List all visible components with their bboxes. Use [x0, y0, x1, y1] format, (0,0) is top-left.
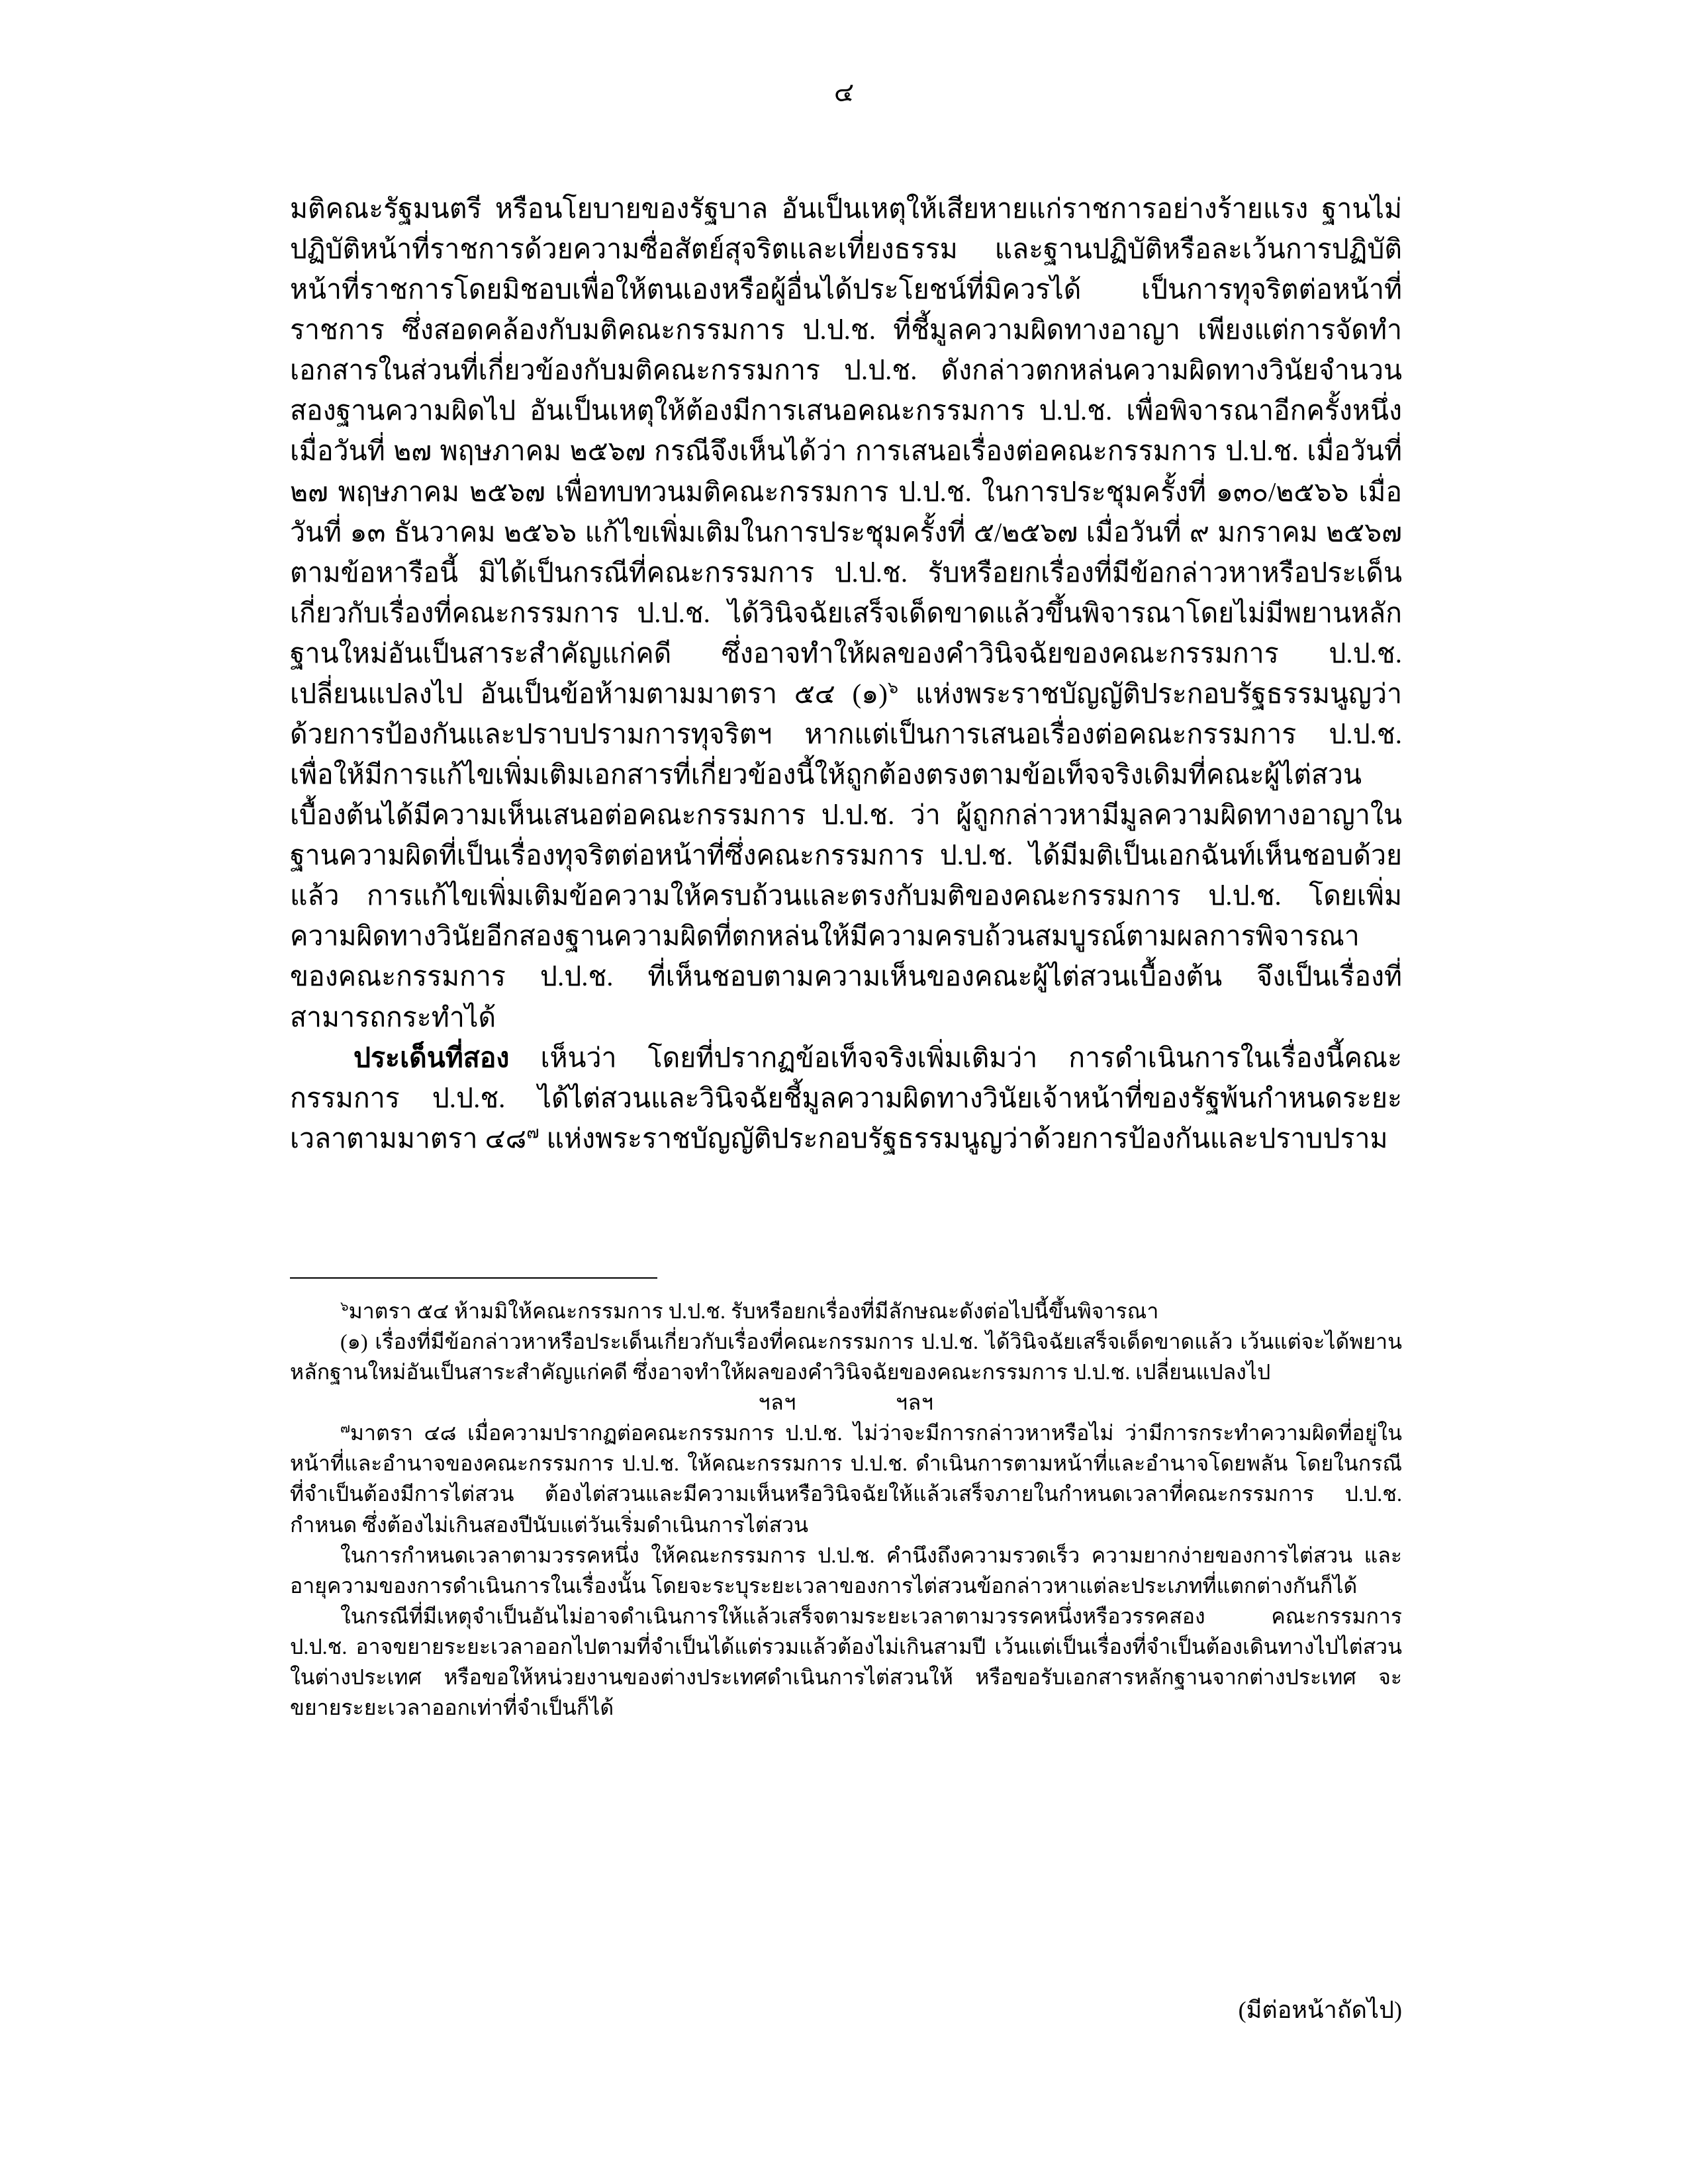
emphasis-text: ประเด็นที่สอง	[353, 1042, 510, 1073]
footnote-1: $^๖$มาตรา ๕๔ ห้ามมิให้คณะกรรมการ ป.ป.ช. รับหรือยกเรื่องที่มีลักษณะดังต่อไปนี้ขึ้นพิจารณา	[340, 1299, 1159, 1323]
paragraph-2: ประเด็นที่สอง เห็นว่า โดยที่ปรากฏข้อเท็จจริงเพิ่มเติมว่า การดำเนินการในเรื่องนี้คณะกรรมการ ป.ป.ช. ได้ไต่สวนและวินิจฉัยชี้มูลความผิดทางวินัยเจ้าหน้าที่ของรัฐพ้นกำหนดระยะเวลาตามมาตรา ๔๘$^๗$ แห่งพระราชบัญญัติประกอบรัฐธรรมนูญว่าด้วยการป้องกันและปราบปราม	[290, 1042, 1402, 1154]
footnote-marker: ๖	[340, 1299, 349, 1314]
footnote-6: ในกรณีที่มีเหตุจำเป็นอันไม่อาจดำเนินการให้แล้วเสร็จตามระยะเวลาตามวรรคหนึ่งหรือวรรคสอง คณะกรรมการ ป.ป.ช. อาจขยายระยะเวลาออกไปตามที่จำเป็นได้แต่รวมแล้วต้องไม่เกินสามปี เว้นแต่เป็นเรื่องที่จำเป็นต้องเดินทางไปไต่สวนในต่างประเทศ หรือขอให้หน่วยงานของต่างประเทศดำเนินการไต่สวนให้ หรือขอรับเอกสารหลักฐานจากต่างประเทศ จะขยายระยะเวลาออกเท่าที่จำเป็นก็ได้	[290, 1604, 1402, 1720]
footnote-5: ในการกำหนดเวลาตามวรรคหนึ่ง ให้คณะกรรมการ ป.ป.ช. คำนึงถึงความรวดเร็ว ความยากง่ายของการไต่สวน และอายุความของการดำเนินการในเรื่องนั้น โดยจะระบุระยะเวลาของการไต่สวนข้อกล่าวหาแต่ละประเภทที่แตกต่างกันก็ได้	[290, 1543, 1402, 1598]
footnote-marker: ๗	[340, 1421, 350, 1436]
footnote-2: (๑) เรื่องที่มีข้อกล่าวหาหรือประเด็นเกี่ยวกับเรื่องที่คณะกรรมการ ป.ป.ช. ได้วินิจฉัยเสร็จเด็ดขาดแล้ว เว้นแต่จะได้พยานหลักฐานใหม่อันเป็นสาระสำคัญแก่คดี ซึ่งอาจทำให้ผลของคำวินิจฉัยของคณะกรรมการ ป.ป.ช. เปลี่ยนแปลงไป	[290, 1330, 1402, 1385]
continuation-note: (มีต่อหน้าถัดไป)	[1238, 1997, 1402, 2023]
page-number: ๔	[833, 77, 855, 107]
footnote-marker: ๗	[526, 1123, 539, 1142]
footnote-4: $^๗$มาตรา ๔๘ เมื่อความปรากฏต่อคณะกรรมการ ป.ป.ช. ไม่ว่าจะมีการกล่าวหาหรือไม่ ว่ามีการกระทำความผิดที่อยู่ในหน้าที่และอำนาจของคณะกรรมการ ป.ป.ช. ให้คณะกรรมการ ป.ป.ช. ดำเนินการตามหน้าที่และอำนาจโดยพลัน โดยในกรณีที่จำเป็นต้องมีการไต่สวน ต้องไต่สวนและมีความเห็นหรือวินิจฉัยให้แล้วเสร็จภายในกำหนดเวลาที่คณะกรรมการ ป.ป.ช. กำหนด ซึ่งต้องไม่เกินสองปีนับแต่วันเริ่มดำเนินการไต่สวน	[290, 1421, 1403, 1537]
footnote-marker: ๖	[887, 678, 899, 698]
footnote-separator	[290, 1277, 657, 1279]
footnote-block	[290, 1296, 1402, 1723]
footnote-3: ฯลฯ ฯลฯ	[758, 1390, 934, 1415]
document-body	[290, 189, 1402, 1159]
paragraph-1: มติคณะรัฐมนตรี หรือนโยบายของรัฐบาล อันเป็นเหตุให้เสียหายแก่ราชการอย่างร้ายแรง ฐานไม่ปฏิบัติหน้าที่ราชการด้วยความซื่อสัตย์สุจริตและเที่ยงธรรม และฐานปฏิบัติหรือละเว้นการปฏิบัติหน้าที่ราชการโดยมิชอบเพื่อให้ตนเองหรือผู้อื่นได้ประโยชน์ที่มิควรได้ เป็นการทุจริตต่อหน้าที่ราชการ ซึ่งสอดคล้องกับมติคณะกรรมการ ป.ป.ช. ที่ชี้มูลความผิดทางอาญา เพียงแต่การจัดทำเอกสารในส่วนที่เกี่ยวข้องกับมติคณะกรรมการ ป.ป.ช. ดังกล่าวตกหล่นความผิดทางวินัยจำนวนสองฐานความผิดไป อันเป็นเหตุให้ต้องมีการเสนอคณะกรรมการ ป.ป.ช. เพื่อพิจารณาอีกครั้งหนึ่งเมื่อวันที่ ๒๗ พฤษภาคม ๒๕๖๗ กรณีจึงเห็นได้ว่า การเสนอเรื่องต่อคณะกรรมการ ป.ป.ช. เมื่อวันที่ ๒๗ พฤษภาคม ๒๕๖๗ เพื่อทบทวนมติคณะกรรมการ ป.ป.ช. ในการประชุมครั้งที่ ๑๓๐/๒๕๖๖ เมื่อวันที่ ๑๓ ธันวาคม ๒๕๖๖ แก้ไขเพิ่มเติมในการประชุมครั้งที่ ๕/๒๕๖๗ เมื่อวันที่ ๙ มกราคม ๒๕๖๗ ตามข้อหารือนี้ มิได้เป็นกรณีที่คณะกรรมการ ป.ป.ช. รับหรือยกเรื่องที่มีข้อกล่าวหาหรือประเด็นเกี่ยวกับเรื่องที่คณะกรรมการ ป.ป.ช. ได้วินิจฉัยเสร็จเด็ดขาดแล้วขึ้นพิจารณาโดยไม่มีพยานหลักฐานใหม่อันเป็นสาระสำคัญแก่คดี ซึ่งอาจทำให้ผลของคำวินิจฉัยของคณะกรรมการ ป.ป.ช. เปลี่ยนแปลงไป อันเป็นข้อห้ามตามมาตรา ๕๔ (๑)$^๖$ แห่งพระราชบัญญัติประกอบรัฐธรรมนูญว่าด้วยการป้องกันและปราบปรามการทุจริตฯ หากแต่เป็นการเสนอเรื่องต่อคณะกรรมการ ป.ป.ช. เพื่อให้มีการแก้ไขเพิ่มเติมเอกสารที่เกี่ยวข้องนี้ให้ถูกต้องตรงตามข้อเท็จจริงเดิมที่คณะผู้ไต่สวนเบื้องต้นได้มีความเห็นเสนอต่อคณะกรรมการ ป.ป.ช. ว่า ผู้ถูกกล่าวหามีมูลความผิดทางอาญาในฐานความผิดที่เป็นเรื่องทุจริตต่อหน้าที่ซึ่งคณะกรรมการ ป.ป.ช. ได้มีมติเป็นเอกฉันท์เห็นชอบด้วยแล้ว การแก้ไขเพิ่มเติมข้อความให้ครบถ้วนและตรงกับมติของคณะกรรมการ ป.ป.ช. โดยเพิ่มความผิดทางวินัยอีกสองฐานความผิดที่ตกหล่นให้มีความครบถ้วนสมบูรณ์ตามผลการพิจารณาของคณะกรรมการ ป.ป.ช. ที่เห็นชอบตามความเห็นของคณะผู้ไต่สวนเบื้องต้น จึงเป็นเรื่องที่สามารถกระทำได้	[290, 193, 1402, 1032]
